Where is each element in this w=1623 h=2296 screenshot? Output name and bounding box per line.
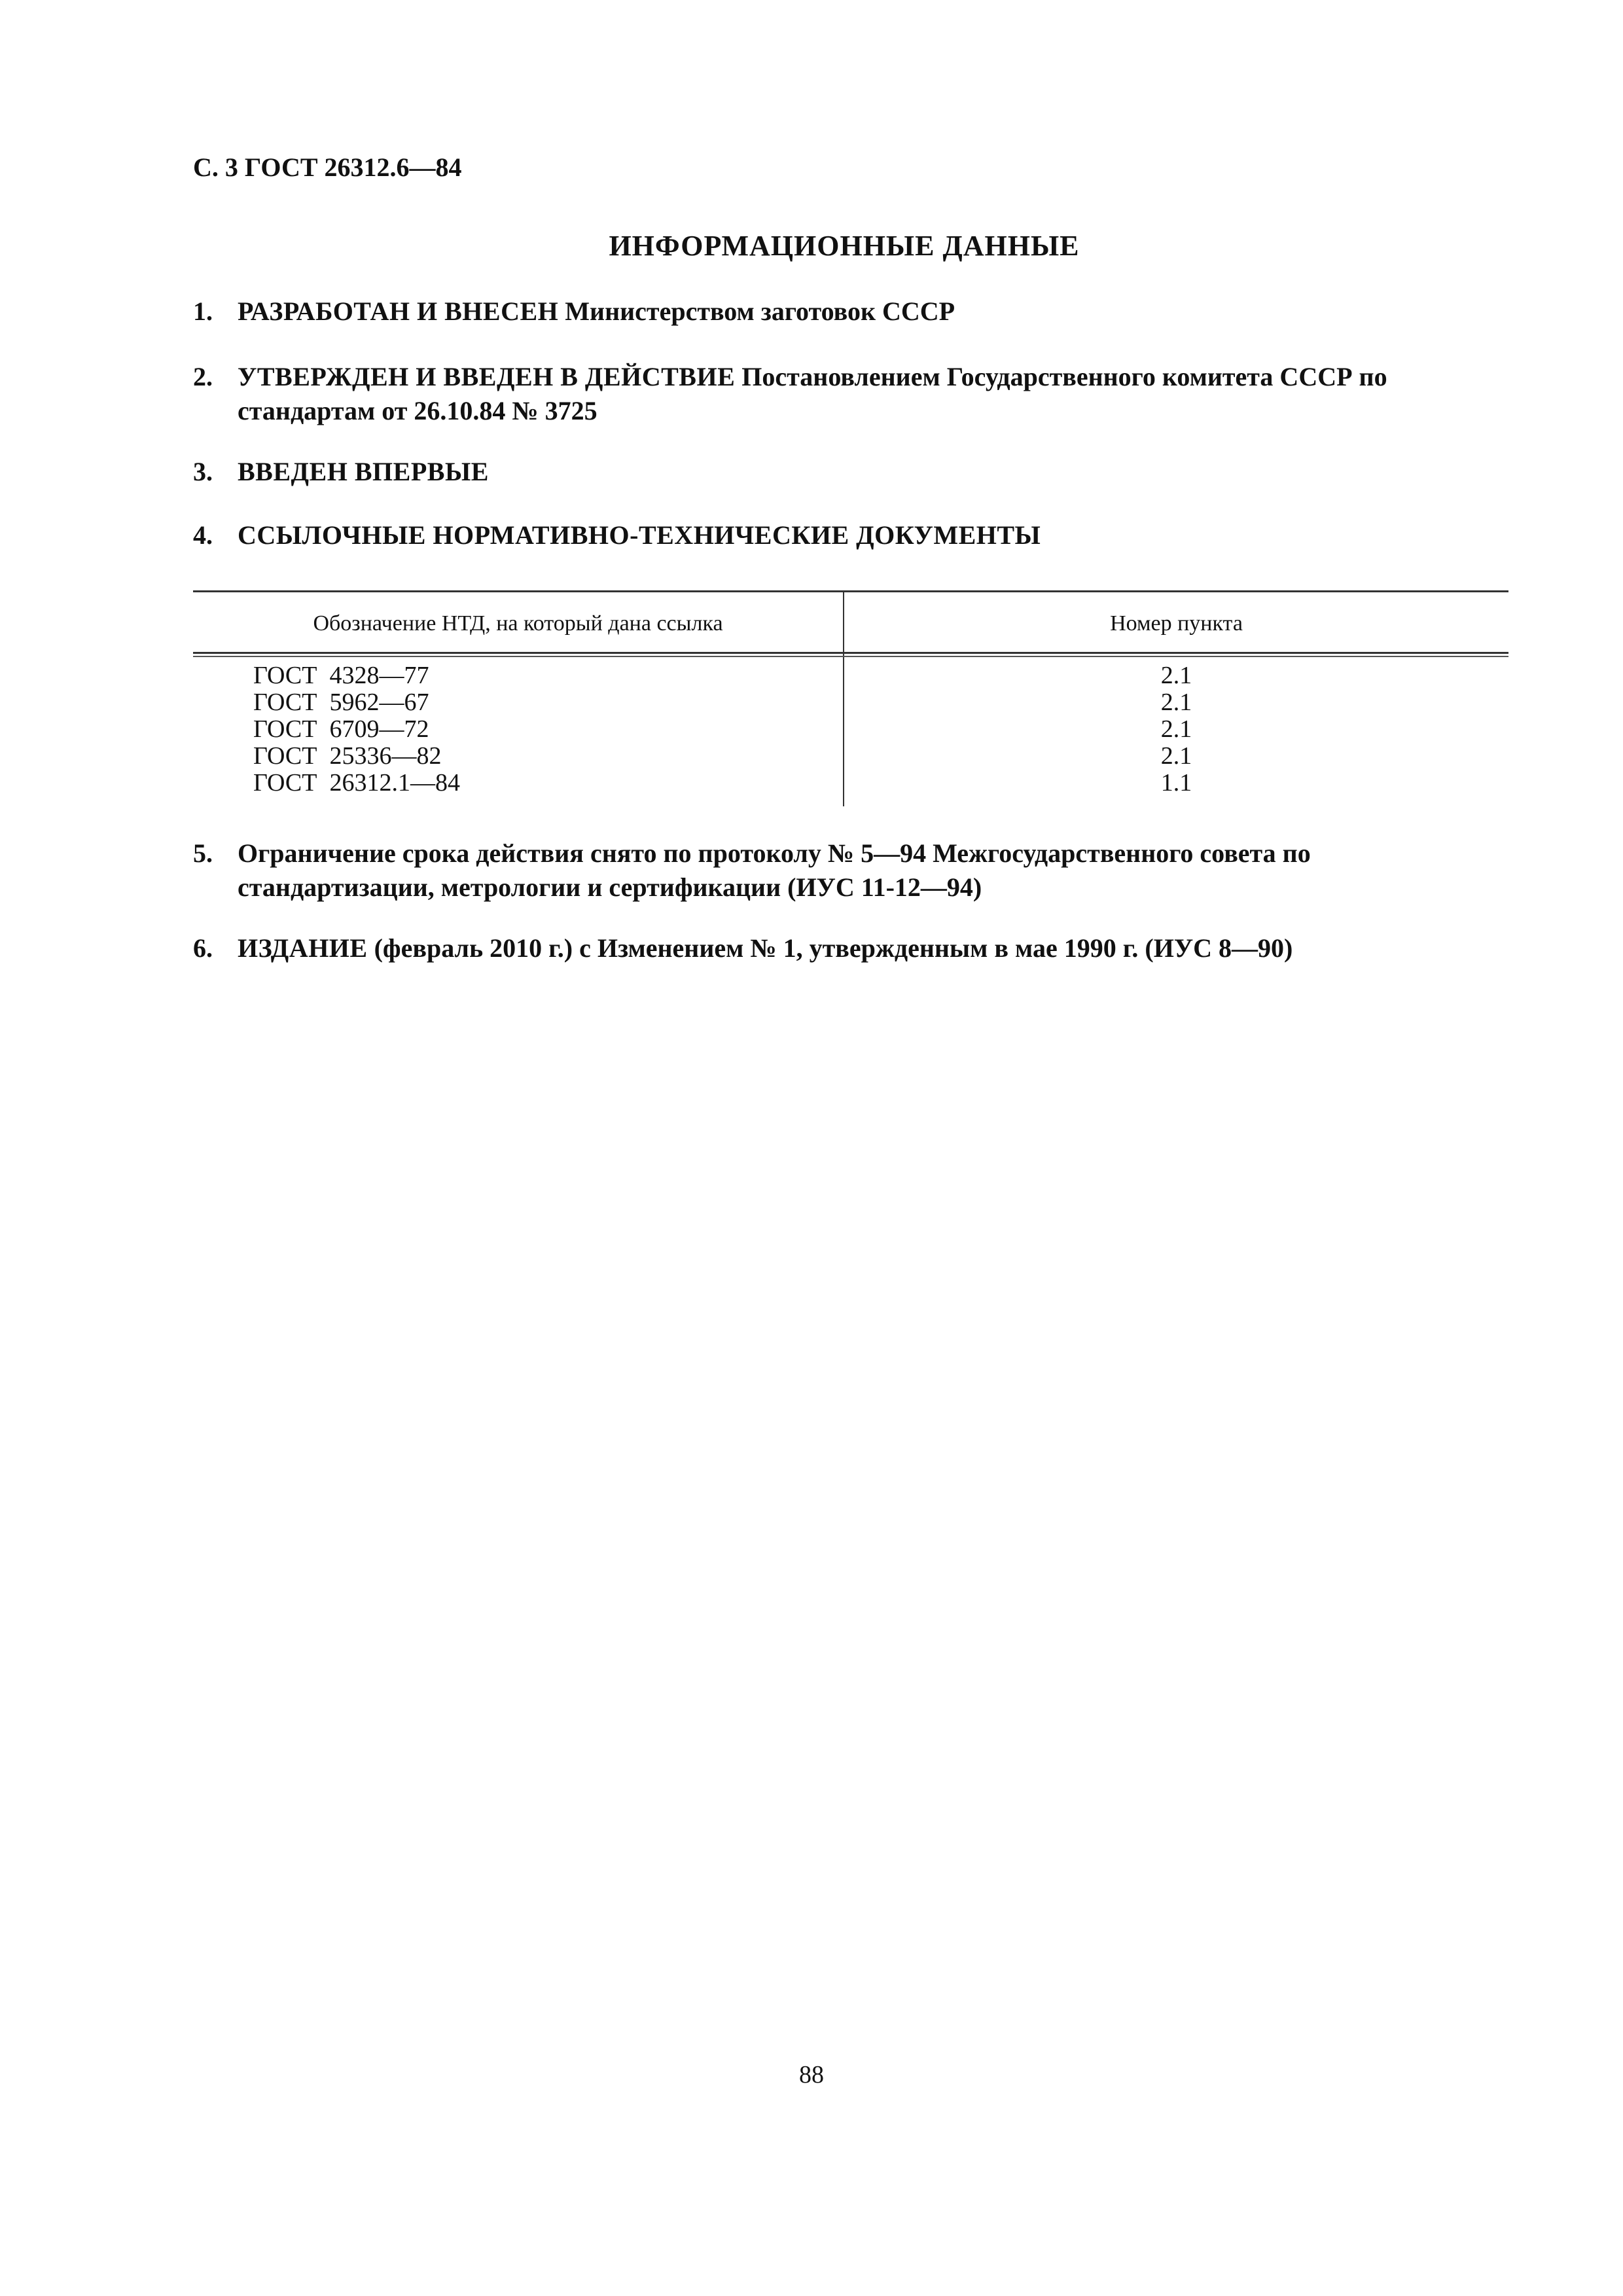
page-number: 88 bbox=[799, 2061, 824, 2089]
table-cell-clause: 2.1 bbox=[1160, 715, 1192, 743]
table-cell-designation: ГОСТ 5962—67 bbox=[253, 689, 429, 716]
table-header-rule bbox=[193, 656, 1508, 657]
info-item-4 bbox=[193, 518, 1508, 552]
table-cell-clause: 2.1 bbox=[1160, 689, 1192, 716]
table-row bbox=[193, 770, 1508, 797]
item-number: 5. bbox=[193, 838, 213, 868]
reference-table bbox=[193, 590, 1508, 806]
table-row bbox=[193, 662, 1508, 689]
item-text: Министерством заготовок СССР bbox=[565, 296, 955, 326]
item-text: Постановлением Государственного комитета СССР по стандартам от 26.10.84 № 3725 bbox=[238, 362, 1387, 425]
item-number: 6. bbox=[193, 933, 213, 963]
item-text: (февраль 2010 г.) с Изменением № 1, утвержденным в мае 1990 г. (ИУС 8—90) bbox=[374, 933, 1293, 963]
table-cell-designation: ГОСТ 6709—72 bbox=[253, 715, 429, 743]
item-number: 1. bbox=[193, 296, 213, 326]
item-caps: УТВЕРЖДЕН И ВВЕДЕН В ДЕЙСТВИЕ bbox=[238, 362, 736, 391]
table-cell-designation: ГОСТ 25336—82 bbox=[253, 742, 442, 770]
item-number: 4. bbox=[193, 520, 213, 550]
info-item-1 bbox=[193, 295, 1508, 329]
table-cell-designation: ГОСТ 26312.1—84 bbox=[253, 769, 460, 797]
table-cell-clause: 1.1 bbox=[1160, 769, 1192, 797]
table-cell-clause: 2.1 bbox=[1160, 742, 1192, 770]
table-row bbox=[193, 743, 1508, 770]
info-item-6 bbox=[193, 931, 1508, 965]
item-caps: ИЗДАНИЕ bbox=[238, 933, 368, 963]
item-number: 3. bbox=[193, 457, 213, 486]
table-row bbox=[193, 716, 1508, 743]
table-cell-designation: ГОСТ 4328—77 bbox=[253, 662, 429, 689]
item-caps: ВВЕДЕН ВПЕРВЫЕ bbox=[238, 457, 489, 486]
item-caps: РАЗРАБОТАН И ВНЕСЕН bbox=[238, 296, 559, 326]
table-top-rule bbox=[193, 590, 1508, 592]
item-number: 2. bbox=[193, 362, 213, 391]
item-text: Ограничение срока действия снято по протоколу № 5—94 Межгосударственного совета по стандартизации, метрологии и сертификации (ИУС 11-12—94) bbox=[238, 838, 1311, 902]
table-header-rule bbox=[193, 652, 1508, 654]
table-cell-clause: 2.1 bbox=[1160, 662, 1192, 689]
info-item-3 bbox=[193, 455, 1508, 489]
table-row bbox=[193, 689, 1508, 716]
info-item-5 bbox=[193, 836, 1508, 905]
page-header: С. 3 ГОСТ 26312.6—84 bbox=[193, 152, 462, 182]
table-header-designation: Обозначение НТД, на который дана ссылка bbox=[313, 611, 723, 636]
section-title: ИНФОРМАЦИОННЫЕ ДАННЫЕ bbox=[609, 230, 1080, 262]
table-header-clause: Номер пункта bbox=[1110, 611, 1243, 636]
item-caps: ССЫЛОЧНЫЕ НОРМАТИВНО-ТЕХНИЧЕСКИЕ ДОКУМЕНТЫ bbox=[238, 520, 1041, 550]
info-item-2 bbox=[193, 360, 1508, 428]
